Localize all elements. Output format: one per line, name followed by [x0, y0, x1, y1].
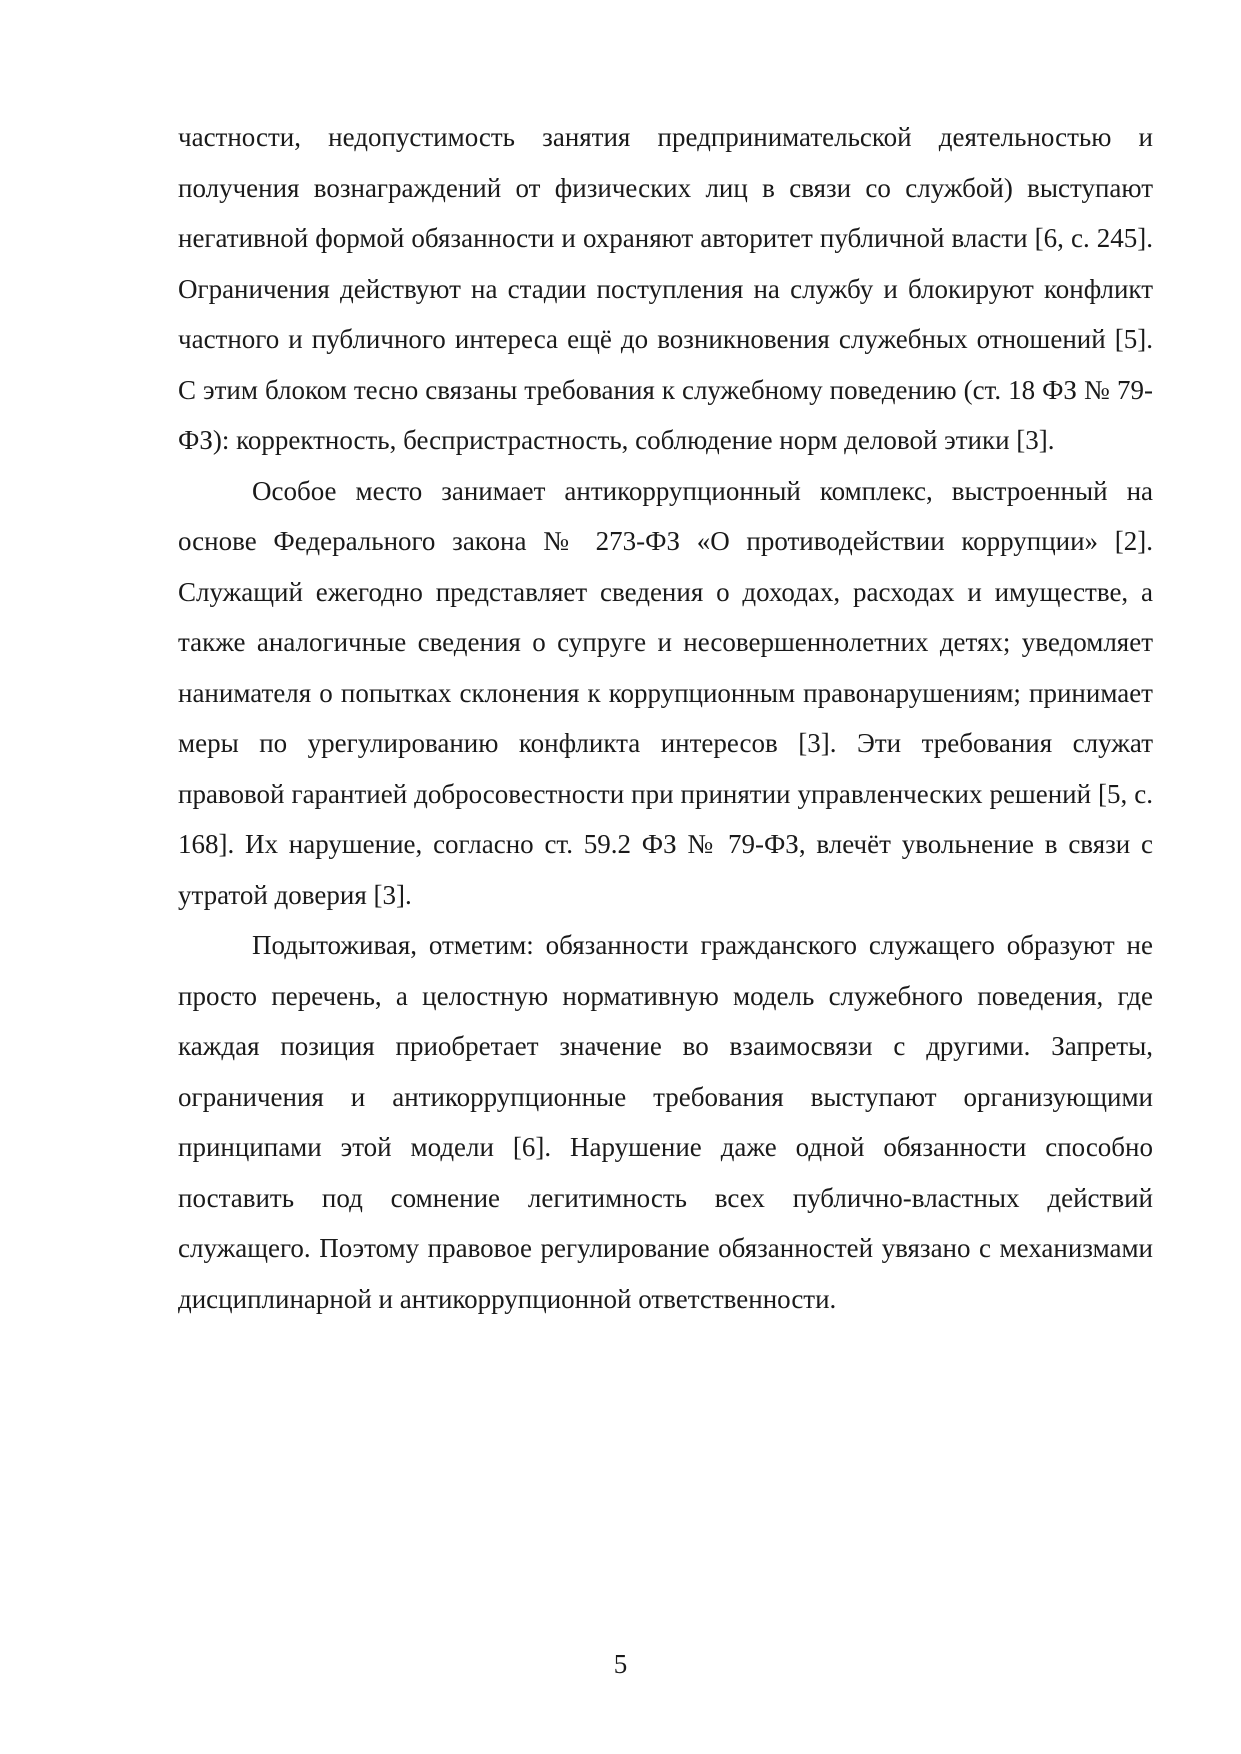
document-body [178, 112, 1153, 1324]
paragraph-continuation: частности, недопустимость занятия предпринимательской деятельностью и получения вознаграждений от физических лиц в связи со службой) выступают негативной формой обязанности и охраняют авторитет публичной власти [6, с. 245]. Ограничения действуют на стадии поступления на службу и блокируют конфликт частного и публичного интереса ещё до возникновения служебных отношений [5]. С этим блоком тесно связаны требования к служебному поведению (ст. 18 ФЗ № 79-ФЗ): корректность, беспристрастность, соблюдение норм деловой этики [3]. [178, 122, 1153, 455]
paragraph-anticorruption: Особое место занимает антикоррупционный комплекс, выстроенный на основе Федерального закона № 273-ФЗ «О противодействии коррупции» [2]. Служащий ежегодно представляет сведения о доходах, расходах и имуществе, а также аналогичные сведения о супруге и несовершеннолетних детях; уведомляет нанимателя о попытках склонения к коррупционным правонарушениям; принимает меры по урегулированию конфликта интересов [3]. Эти требования служат правовой гарантией добросовестности при принятии управленческих решений [5, с. 168]. Их нарушение, согласно ст. 59.2 ФЗ № 79-ФЗ, влечёт увольнение в связи с утратой доверия [3]. [178, 475, 1153, 910]
paragraph-conclusion: Подытоживая, отметим: обязанности гражданского служащего образуют не просто перечень, а целостную нормативную модель служебного поведения, где каждая позиция приобретает значение во взаимосвязи с другими. Запреты, ограничения и антикоррупционные требования выступают организующими принципами этой модели [6]. Нарушение даже одной обязанности способно поставить под сомнение легитимность всех публично-властных действий служащего. Поэтому правовое регулирование обязанностей увязано с механизмами дисциплинарной и антикоррупционной ответственности. [178, 930, 1153, 1314]
page-number: 5 [613, 1649, 628, 1679]
